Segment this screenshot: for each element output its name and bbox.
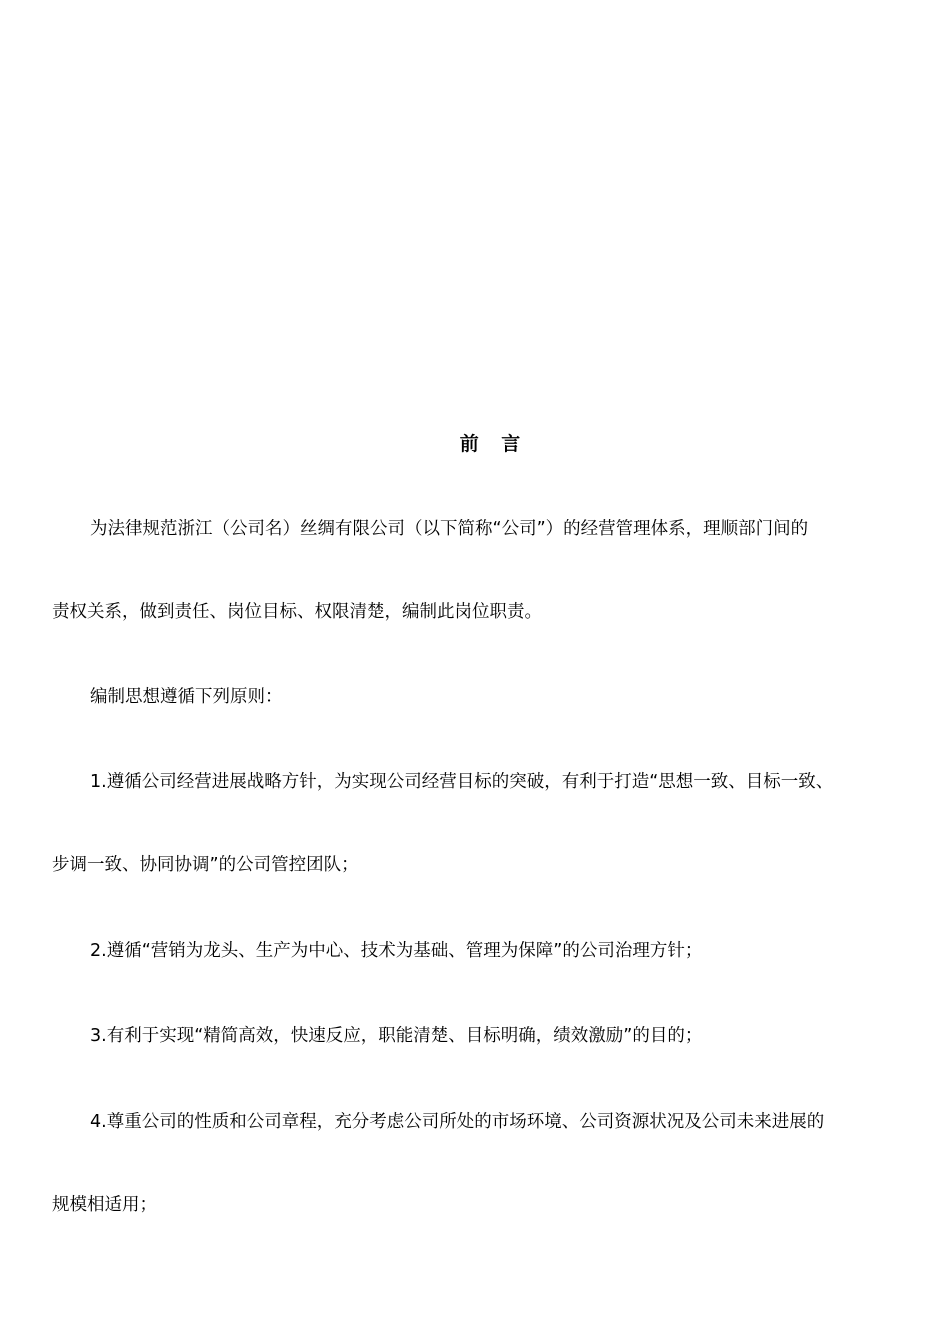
principles-heading: 编制思想遵循下列原则： (90, 687, 283, 707)
paragraph-intro-line-2: 责权关系，做到责任、岗位目标、权限清楚，编制此岗位职责。 (52, 602, 542, 622)
principle-3: 3.有利于实现“精简高效，快速反应，职能清楚、目标明确，绩效激励”的目的； (90, 1026, 703, 1046)
page-title: 前 言 (459, 433, 529, 455)
principle-1-line-2: 步调一致、协同协调”的公司管控团队； (52, 855, 359, 875)
principle-4-line-2: 规模相适用； (52, 1195, 157, 1215)
principle-4-line-1: 4.尊重公司的性质和公司章程，充分考虑公司所处的市场环境、公司资源状况及公司未来进展的 (90, 1112, 825, 1132)
paragraph-intro-line-1: 为法律规范浙江（公司名）丝绸有限公司（以下简称“公司”）的经营管理体系，理顺部门间的 (90, 519, 809, 539)
principle-1-line-1: 1.遵循公司经营进展战略方针，为实现公司经营目标的突破，有利于打造“思想一致、目标一致、 (90, 772, 834, 792)
principle-2: 2.遵循“营销为龙头、生产为中心、技术为基础、管理为保障”的公司治理方针； (90, 941, 703, 961)
